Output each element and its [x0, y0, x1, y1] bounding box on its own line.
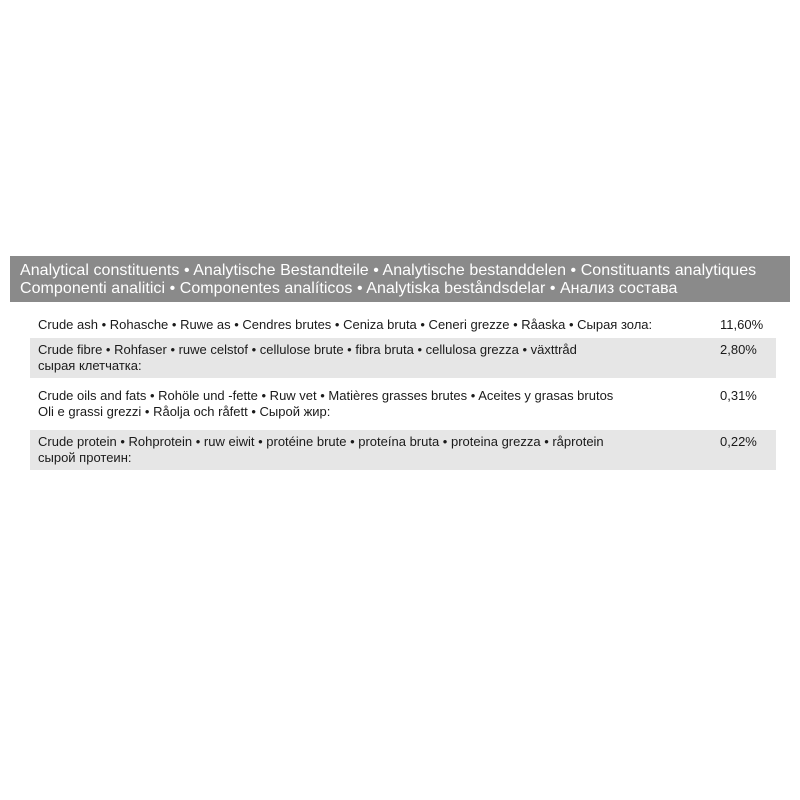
constituent-row-crude-oils-fats	[30, 384, 776, 424]
section-header	[10, 256, 790, 302]
constituent-label-line-1: Crude fibre • Rohfaser • ruwe celstof • cellulose brute • fibra bruta • cellulosa grezza • växttråd	[38, 342, 577, 357]
header-line-1: Analytical constituents • Analytische Bestandteile • Analytische bestanddelen • Constituants analytiques	[20, 262, 757, 279]
constituent-value: 0,31%	[720, 388, 757, 403]
constituent-label-line-2: Oli e grassi grezzi • Råolja och råfett • Сырой жир:	[38, 404, 331, 419]
constituent-label-line-1: Crude protein • Rohprotein • ruw eiwit • protéine brute • proteína bruta • proteina grezza • råprotein	[38, 434, 604, 449]
constituent-label-line-2: сырой протеин:	[38, 450, 132, 465]
constituent-label-line-2: сырая клетчатка:	[38, 358, 142, 373]
constituents-list	[10, 302, 790, 470]
constituent-label	[38, 433, 718, 467]
analytical-constituents-panel	[10, 256, 790, 470]
constituent-value: 0,22%	[720, 434, 757, 449]
constituent-label	[38, 341, 718, 375]
constituent-row-crude-protein	[30, 430, 776, 470]
constituent-value: 11,60%	[720, 317, 764, 332]
constituent-row-crude-fibre	[30, 338, 776, 378]
constituent-label-line-1: Crude ash • Rohasche • Ruwe as • Cendres brutes • Ceniza bruta • Ceneri grezze • Råaska • Сырая зола:	[38, 317, 653, 332]
constituent-label	[38, 387, 718, 421]
header-line-2: Componenti analitici • Componentes analíticos • Analytiska beståndsdelar • Анализ состава	[20, 280, 678, 297]
constituent-value: 2,80%	[720, 342, 757, 357]
constituent-label-line-1: Crude oils and fats • Rohöle und -fette • Ruw vet • Matières grasses brutes • Aceites y grasas brutos	[38, 388, 614, 403]
constituent-row-crude-ash	[30, 314, 776, 336]
constituent-label	[38, 316, 718, 333]
